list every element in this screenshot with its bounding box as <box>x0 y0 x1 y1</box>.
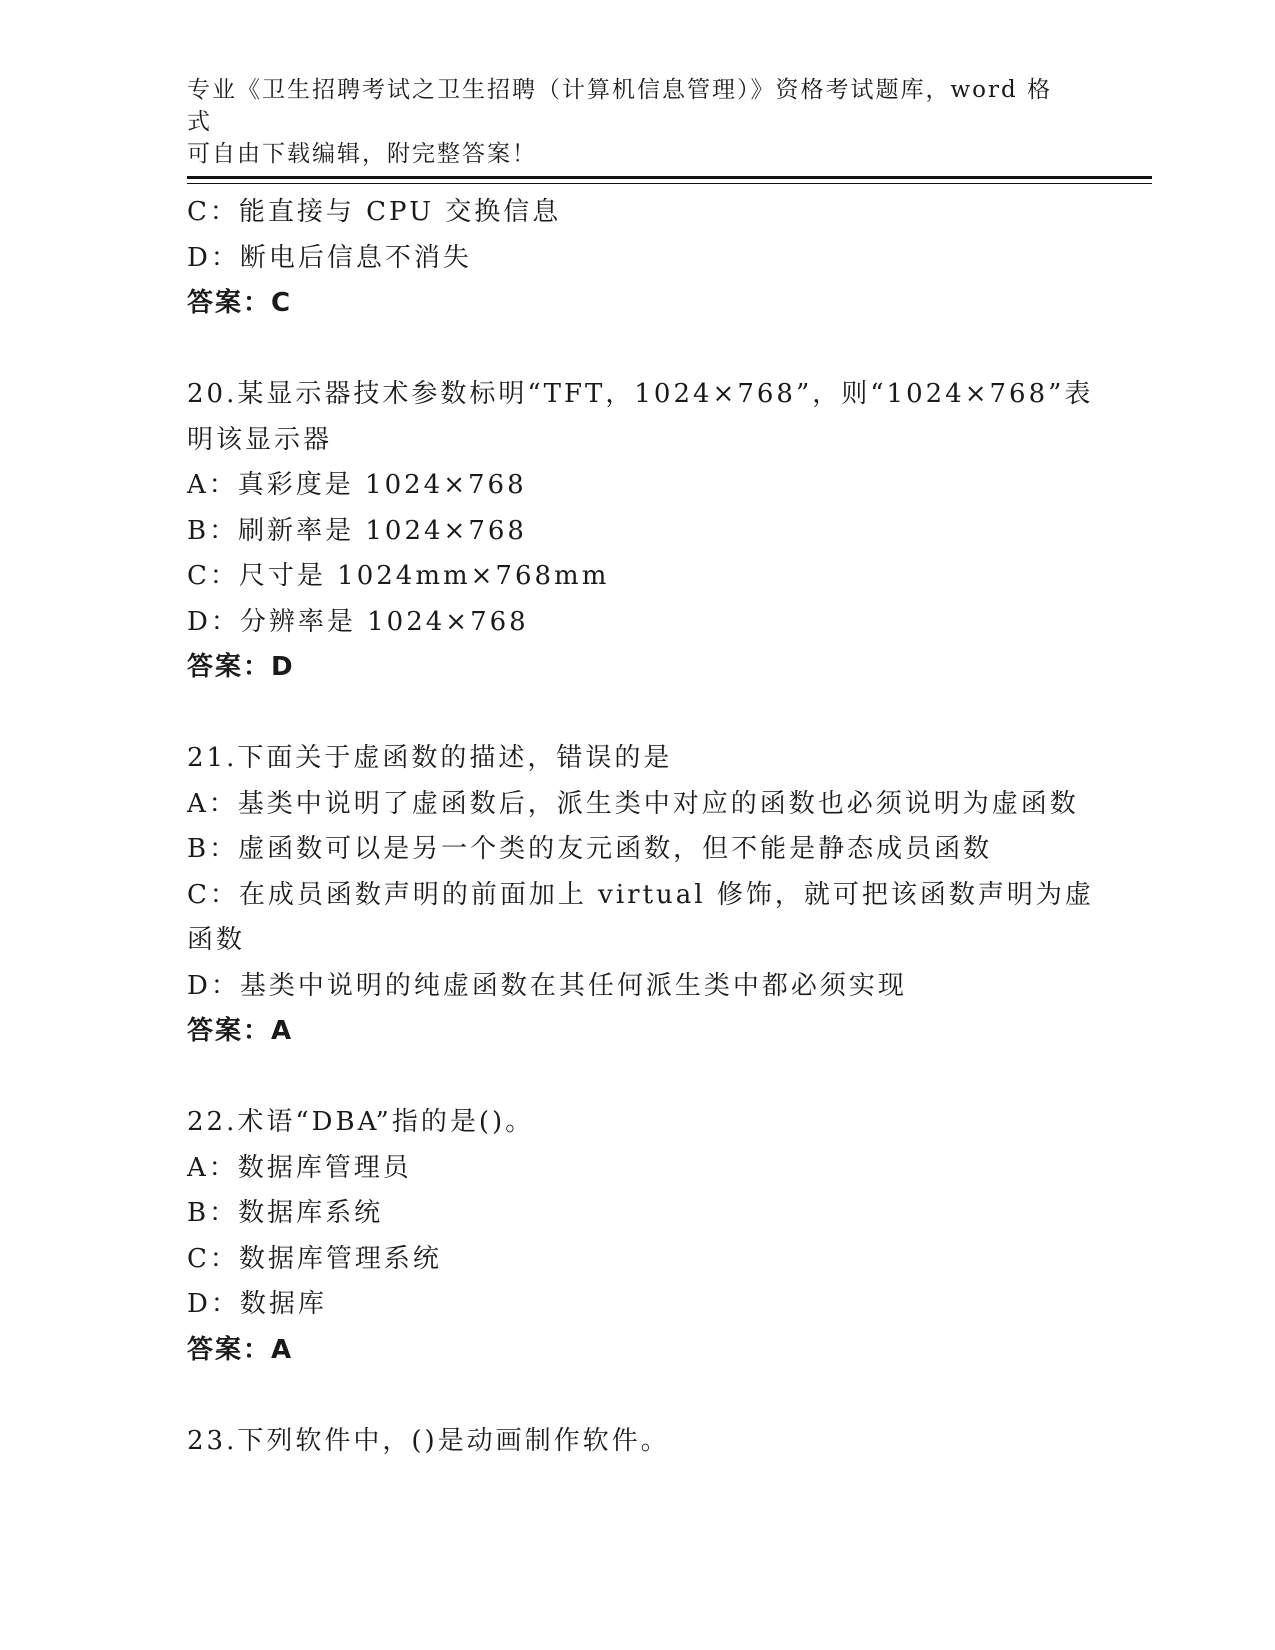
q22-option-c: C：数据库管理系统 <box>187 1243 442 1274</box>
q21-stem: 21.下面关于虚函数的描述，错误的是 <box>187 743 673 773</box>
q19-option-c: C：能直接与 CPU 交换信息 <box>187 197 562 227</box>
q20-option-b: B：刷新率是 1024×768 <box>187 515 527 546</box>
q22-stem: 22.术语“DBA”指的是()。 <box>187 1107 535 1137</box>
q21-option-d: D：基类中说明的纯虚函数在其任何派生类中都必须实现 <box>187 970 907 1001</box>
q22-option-b: B：数据库系统 <box>187 1198 384 1228</box>
q21-option-a: A：基类中说明了虚函数后，派生类中对应的函数也必须说明为虚函数 <box>187 788 1079 819</box>
q21-answer: 答案：A <box>187 1016 294 1046</box>
q21-option-c-line-2: 函数 <box>187 925 246 955</box>
q22-option-d: D：数据库 <box>187 1289 327 1319</box>
q22-answer: 答案：A <box>187 1334 294 1365</box>
q21-option-b: B：虚函数可以是另一个类的友元函数，但不能是静态成员函数 <box>187 834 993 864</box>
header-rule-thick <box>187 176 1152 179</box>
question-list <box>187 190 1107 1464</box>
q21-option-c-line-1: C：在成员函数声明的前面加上 virtual 修饰，就可把该函数声明为虚 <box>187 879 1094 910</box>
q23-stem: 23.下列软件中，()是动画制作软件。 <box>187 1425 670 1456</box>
q20-option-d: D：分辨率是 1024×768 <box>187 606 529 637</box>
q20-option-c: C：尺寸是 1024mm×768mm <box>187 561 610 591</box>
q19-option-d: D：断电后信息不消失 <box>187 242 472 273</box>
q19-answer: 答案：C <box>187 288 293 318</box>
q22-option-a: A：数据库管理员 <box>187 1152 412 1183</box>
q20-answer: 答案：D <box>187 652 295 682</box>
document-header <box>187 74 1067 170</box>
q20-option-a: A：真彩度是 1024×768 <box>187 470 527 500</box>
q20-stem-line-1: 20.某显示器技术参数标明“TFT，1024×768”，则“1024×768”表 <box>187 379 1094 409</box>
header-line-1: 专业《卫生招聘考试之卫生招聘（计算机信息管理）》资格考试题库，word 格式 <box>187 77 1053 135</box>
header-line-2: 可自由下载编辑，附完整答案！ <box>187 141 537 167</box>
q20-stem-line-2: 明该显示器 <box>187 424 333 455</box>
header-rule-thin <box>187 183 1152 184</box>
